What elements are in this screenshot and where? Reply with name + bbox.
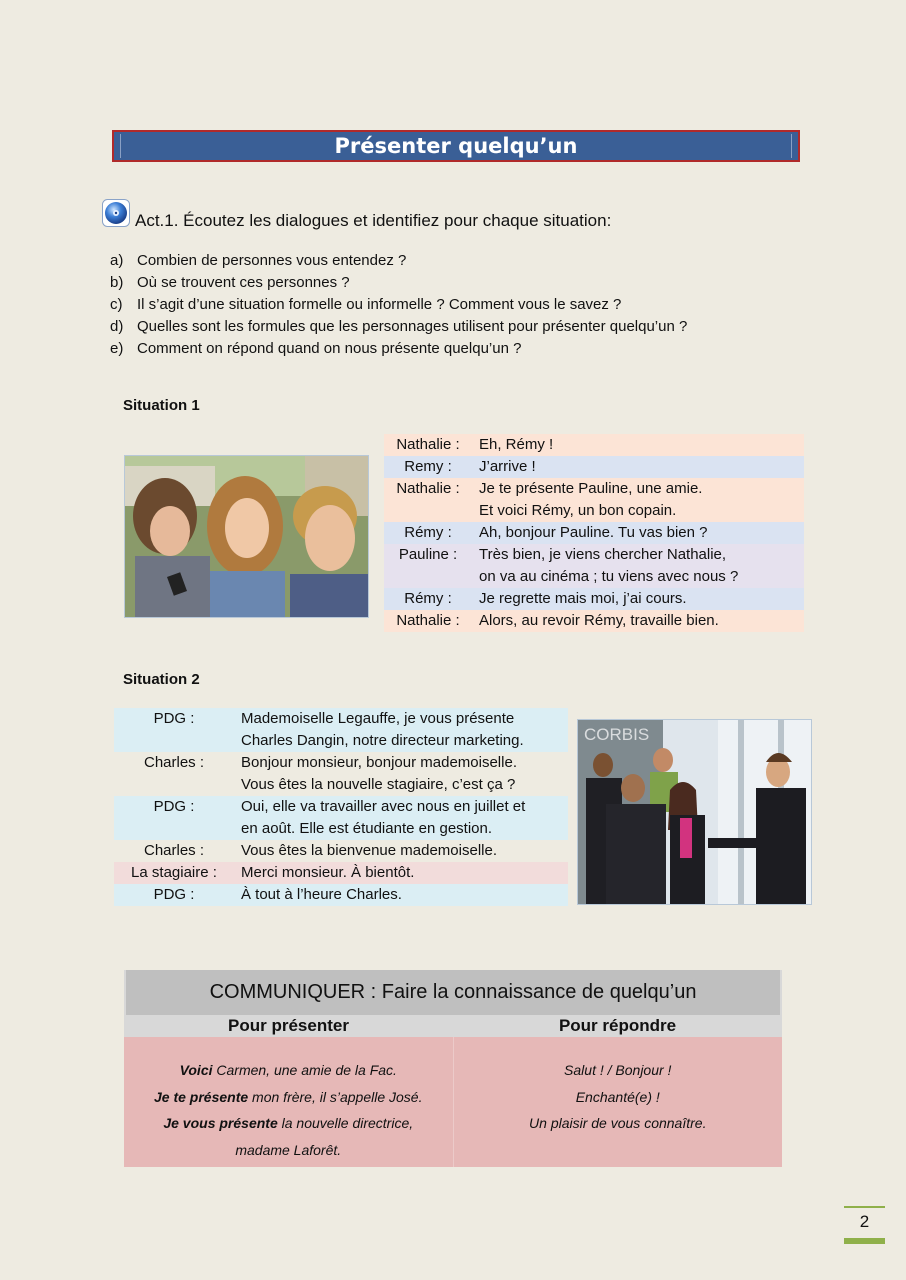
formula-keyword: Voici bbox=[179, 1062, 213, 1078]
speaker-label: Charles : bbox=[143, 754, 205, 771]
question-letter: c) bbox=[110, 296, 123, 313]
dialogue-text bbox=[472, 610, 804, 632]
speaker-label: PDG : bbox=[153, 886, 195, 903]
dialogue-text-line: Très bien, je viens chercher Nathalie, bbox=[479, 546, 727, 563]
speaker-label: Rémy : bbox=[404, 524, 452, 541]
dialogue-text-line: en août. Elle est étudiante en gestion. bbox=[241, 820, 493, 837]
dialogue-line bbox=[384, 544, 804, 588]
dialogue-text-line: Alors, au revoir Rémy, travaille bien. bbox=[479, 612, 719, 629]
speaker-label: Pauline : bbox=[398, 546, 458, 563]
formula-rest: madame Laforêt. bbox=[235, 1141, 342, 1158]
question-item bbox=[110, 316, 687, 338]
question-text: Combien de personnes vous entendez ? bbox=[137, 252, 407, 269]
present-formula bbox=[124, 1137, 453, 1164]
dialogue-line bbox=[114, 862, 568, 884]
question-item bbox=[110, 250, 687, 272]
dialogue-text-line: Je regrette mais moi, j’ai cours. bbox=[479, 590, 687, 607]
dialogue-text-line: Mademoiselle Legauffe, je vous présente bbox=[241, 710, 515, 727]
question-text: Il s’agit d’une situation formelle ou informelle ? Comment vous le savez ? bbox=[137, 296, 622, 313]
speaker-label: Nathalie : bbox=[396, 436, 460, 453]
dialogue-line bbox=[114, 796, 568, 840]
dialogue-text-line: Eh, Rémy ! bbox=[479, 436, 554, 453]
dialogue-text bbox=[234, 796, 568, 840]
dialogue-line bbox=[384, 588, 804, 610]
question-list bbox=[110, 250, 687, 360]
activity-instruction: Act.1. Écoutez les dialogues et identifiez pour chaque situation: bbox=[135, 211, 612, 230]
dialogue-line bbox=[114, 840, 568, 862]
question-item bbox=[110, 294, 687, 316]
formula-rest: la nouvelle directrice, bbox=[277, 1115, 414, 1131]
situation1-title: Situation 1 bbox=[123, 397, 200, 414]
dialogue-text bbox=[234, 752, 568, 796]
dialogue-text-line: Ah, bonjour Pauline. Tu vas bien ? bbox=[479, 524, 708, 541]
situation2-title: Situation 2 bbox=[123, 671, 200, 688]
speaker-label: Charles : bbox=[143, 842, 205, 859]
title-banner bbox=[112, 130, 800, 162]
speaker-label: Nathalie : bbox=[396, 612, 460, 629]
speaker-label: PDG : bbox=[153, 798, 195, 815]
respond-formula: Enchanté(e) ! bbox=[575, 1088, 660, 1105]
teenagers-photo bbox=[124, 455, 369, 618]
dialogue-line bbox=[114, 708, 568, 752]
respond-column bbox=[454, 1037, 783, 1167]
dialogue-situation2 bbox=[114, 708, 568, 906]
formula-keyword: Je te présente bbox=[154, 1088, 249, 1105]
dialogue-text-line: Je te présente Pauline, une amie. bbox=[479, 480, 703, 497]
dialogue-text bbox=[234, 708, 568, 752]
formula-rest: mon frère, il s’appelle José. bbox=[248, 1088, 423, 1105]
dialogue-line bbox=[384, 434, 804, 456]
dialogue-line bbox=[384, 456, 804, 478]
dialogue-text bbox=[472, 588, 804, 610]
page-number: 2 bbox=[859, 1212, 870, 1231]
dialogue-text-line: Oui, elle va travailler avec nous en juillet et bbox=[241, 798, 526, 815]
dialogue-text bbox=[472, 522, 804, 544]
question-letter: a) bbox=[110, 252, 124, 269]
speaker-label: La stagiaire : bbox=[131, 864, 217, 881]
question-letter: e) bbox=[110, 340, 124, 357]
dialogue-line bbox=[114, 884, 568, 906]
dialogue-text bbox=[234, 840, 568, 862]
dialogue-line bbox=[384, 610, 804, 632]
dialogue-text bbox=[234, 884, 568, 906]
cd-audio-icon[interactable] bbox=[102, 199, 130, 227]
present-column bbox=[124, 1037, 454, 1167]
speaker-label: PDG : bbox=[153, 710, 195, 727]
formula-rest: Carmen, une amie de la Fac. bbox=[212, 1062, 397, 1078]
question-letter: d) bbox=[110, 318, 124, 335]
corbis-watermark: CORBIS bbox=[584, 725, 650, 744]
respond-formula: Un plaisir de vous connaître. bbox=[529, 1115, 707, 1131]
speaker-label: Rémy : bbox=[404, 590, 452, 607]
present-formula bbox=[124, 1110, 453, 1137]
dialogue-text-line: Et voici Rémy, un bon copain. bbox=[479, 502, 677, 519]
business-meeting-photo bbox=[577, 719, 812, 905]
dialogue-text bbox=[234, 862, 568, 884]
communiquer-body bbox=[124, 1037, 782, 1167]
dialogue-line bbox=[384, 478, 804, 522]
respond-formula: Salut ! / Bonjour ! bbox=[564, 1062, 672, 1078]
col-header-respond: Pour répondre bbox=[558, 1016, 677, 1035]
page-title: Présenter quelqu’un bbox=[334, 134, 578, 158]
page-number-rule bbox=[844, 1206, 885, 1208]
dialogue-text bbox=[472, 544, 804, 588]
dialogue-text bbox=[472, 456, 804, 478]
speaker-label: Nathalie : bbox=[396, 480, 460, 497]
question-text: Quelles sont les formules que les personnages utilisent pour présenter quelqu’un ? bbox=[137, 318, 688, 335]
dialogue-text bbox=[472, 434, 804, 456]
dialogue-line bbox=[114, 752, 568, 796]
dialogue-text-line: on va au cinéma ; tu viens avec nous ? bbox=[479, 568, 739, 585]
question-item bbox=[110, 272, 687, 294]
dialogue-line bbox=[384, 522, 804, 544]
dialogue-situation1 bbox=[384, 434, 804, 632]
question-text: Comment on répond quand on nous présente quelqu’un ? bbox=[137, 340, 522, 357]
dialogue-text-line: J’arrive ! bbox=[479, 458, 536, 475]
page-number-bar bbox=[844, 1238, 885, 1244]
question-letter: b) bbox=[110, 274, 124, 291]
communiquer-heading: COMMUNIQUER : Faire la connaissance de quelqu’un bbox=[124, 970, 782, 1015]
dialogue-text bbox=[472, 478, 804, 522]
dialogue-text-line: Vous êtes la bienvenue mademoiselle. bbox=[241, 842, 497, 859]
communiquer-table bbox=[124, 970, 782, 1167]
communiquer-column-headers bbox=[124, 1015, 782, 1037]
formula-keyword: Je vous présente bbox=[163, 1115, 278, 1131]
speaker-label: Remy : bbox=[404, 458, 452, 475]
dialogue-text-line: Charles Dangin, notre directeur marketing. bbox=[241, 732, 524, 749]
dialogue-text-line: À tout à l’heure Charles. bbox=[241, 886, 402, 903]
present-formula bbox=[124, 1057, 453, 1084]
question-item bbox=[110, 338, 687, 360]
col-header-present: Pour présenter bbox=[228, 1016, 349, 1035]
question-text: Où se trouvent ces personnes ? bbox=[137, 274, 350, 291]
present-formula bbox=[124, 1084, 453, 1111]
dialogue-text-line: Merci monsieur. À bientôt. bbox=[241, 864, 415, 881]
dialogue-text-line: Vous êtes la nouvelle stagiaire, c’est ça ? bbox=[241, 776, 516, 793]
dialogue-text-line: Bonjour monsieur, bonjour mademoiselle. bbox=[241, 754, 517, 771]
